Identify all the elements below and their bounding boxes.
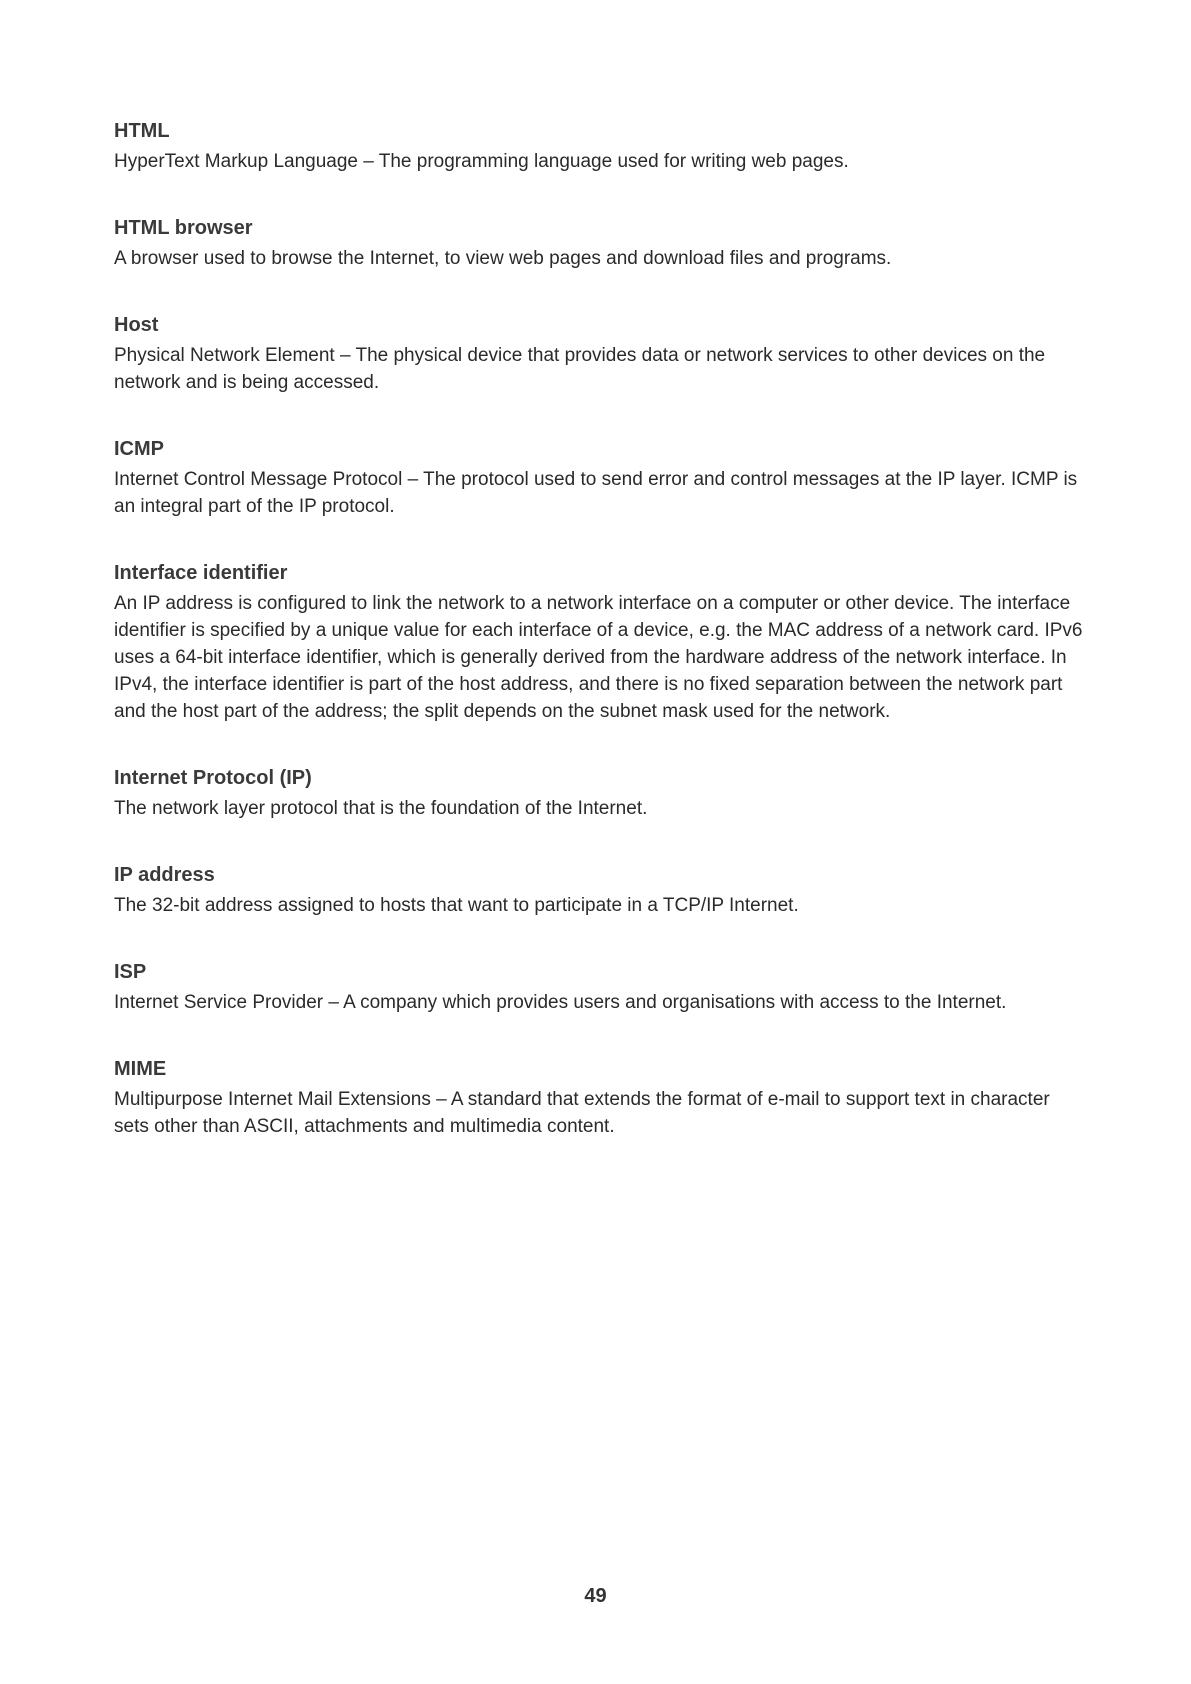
glossary-term: ISP [114,961,147,983]
glossary-entry-ip-address [114,862,1086,919]
glossary-entry-interface-identifier [114,560,1086,725]
glossary-definition: Physical Network Element – The physical device that provides data or network services to other devices on the network and is being accessed. [114,345,1046,393]
glossary-entry-internet-protocol [114,765,1086,822]
glossary-entry-mime [114,1056,1086,1140]
glossary-term: Host [114,314,159,336]
glossary-entry-html [114,118,1086,175]
glossary-definition: Multipurpose Internet Mail Extensions – A standard that extends the format of e-mail to support text in character sets other than ASCII, attachments and multimedia content. [114,1089,1050,1137]
glossary-term: MIME [114,1058,167,1080]
glossary-definition: Internet Control Message Protocol – The protocol used to send error and control messages at the IP layer. ICMP is an integral part of the IP protocol. [114,469,1078,517]
glossary-term: HTML browser [114,217,253,239]
glossary-definition: Internet Service Provider – A company which provides users and organisations with access to the Internet. [114,992,1007,1013]
glossary-definition: The 32-bit address assigned to hosts that want to participate in a TCP/IP Internet. [114,895,799,916]
page-number: 49 [584,1585,607,1607]
glossary-entry-icmp [114,436,1086,520]
glossary-term: Interface identifier [114,562,288,584]
glossary-definition: An IP address is configured to link the network to a network interface on a computer or other device. The interface identifier is specified by a unique value for each interface of a device, e.g. the MAC address of a network card. IPv6 uses a 64-bit interface identifier, which is generally derived from the hardware address of the network interface. In IPv4, the interface identifier is part of the host address, and there is no fixed separation between the network part and the host part of the address; the split depends on the subnet mask used for the network. [114,593,1083,722]
glossary-definition: The network layer protocol that is the foundation of the Internet. [114,798,648,819]
glossary-term: ICMP [114,438,164,460]
glossary-entry-host [114,312,1086,396]
glossary-term: IP address [114,864,215,886]
glossary-term: HTML [114,120,170,142]
glossary-entry-isp [114,959,1086,1016]
glossary-definition: A browser used to browse the Internet, to view web pages and download files and programs. [114,248,892,269]
glossary-entry-html-browser [114,215,1086,272]
glossary-list [114,118,1086,1180]
glossary-term: Internet Protocol (IP) [114,767,312,789]
glossary-definition: HyperText Markup Language – The programming language used for writing web pages. [114,151,849,172]
